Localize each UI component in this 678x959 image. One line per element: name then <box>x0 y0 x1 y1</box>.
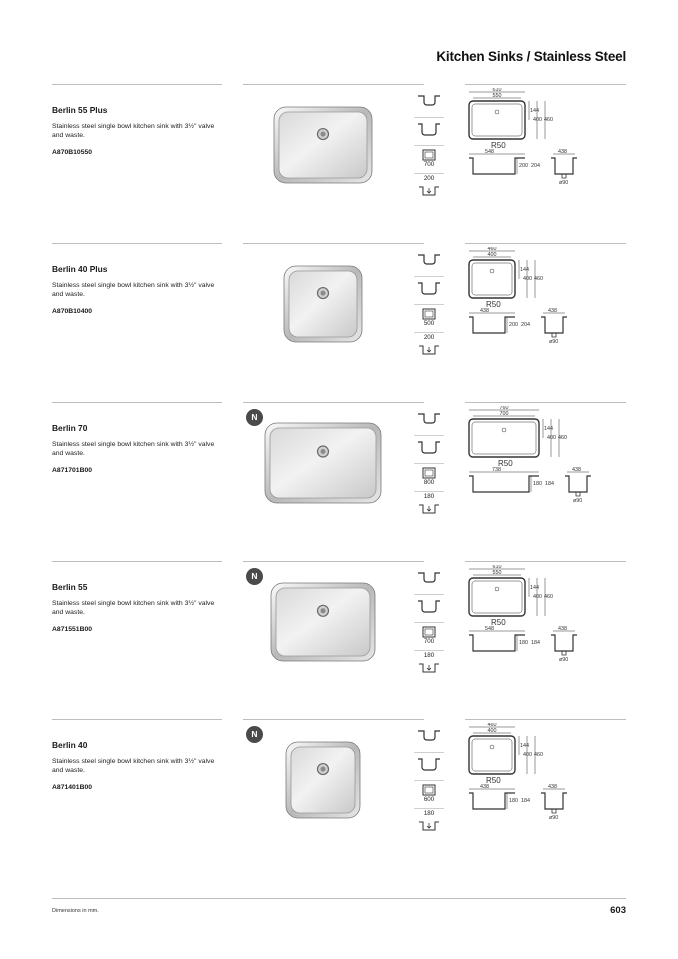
dim-depth-small: 144 <box>520 743 529 749</box>
dim-radius: R50 <box>491 141 506 150</box>
dim-depth-b: 460 <box>544 117 553 123</box>
dim-depth-small: 144 <box>530 585 539 591</box>
installation-icons <box>414 725 444 836</box>
undermount-icon <box>414 595 444 623</box>
dim-depth-b: 460 <box>534 752 543 758</box>
valve-icon <box>414 90 444 118</box>
dim-height-1: 200 <box>519 163 528 169</box>
cabinet-width: 700 <box>423 161 435 168</box>
dim-side-width: 438 <box>548 784 557 790</box>
bowl-depth-icon <box>414 333 444 360</box>
bowl-depth-icon <box>414 809 444 836</box>
footer-note: Dimensions in mm. <box>52 908 99 914</box>
bowl-depth: 180 <box>423 810 435 817</box>
installation-icons <box>414 408 444 519</box>
new-badge: N <box>246 409 263 426</box>
dim-height-2: 204 <box>531 163 540 169</box>
section-divider <box>243 243 424 244</box>
section-divider <box>243 719 424 720</box>
dim-valve: ø90 <box>559 657 569 663</box>
undermount-icon <box>414 118 444 146</box>
dim-radius: R50 <box>486 776 501 785</box>
dim-section-width: 548 <box>485 626 494 632</box>
product-section <box>52 719 626 869</box>
product-description: Stainless steel single bowl kitchen sink with 3½" valve and waste. <box>52 758 215 774</box>
product-code: A871551B00 <box>52 626 93 633</box>
dim-side-width: 438 <box>558 626 567 632</box>
section-divider <box>465 243 626 244</box>
undermount-icon <box>414 753 444 781</box>
dim-depth-small: 144 <box>544 426 553 432</box>
dim-valve: ø90 <box>549 815 559 821</box>
section-divider <box>52 561 222 562</box>
sink-photo <box>264 422 382 509</box>
dim-outer-width: 610 <box>492 88 502 93</box>
dimension-drawing <box>467 247 627 352</box>
cabinet-width: 700 <box>423 638 435 645</box>
cabinet-icon <box>414 305 444 333</box>
dim-side-width: 438 <box>548 308 557 314</box>
dim-height-1: 180 <box>509 798 518 804</box>
product-name: Berlin 70 <box>52 423 88 433</box>
dim-inner-width: 700 <box>499 411 509 417</box>
dim-depth-a: 400 <box>523 276 532 282</box>
product-code: A871401B00 <box>52 784 93 791</box>
valve-icon <box>414 567 444 595</box>
dim-depth-b: 460 <box>534 276 543 282</box>
product-description: Stainless steel single bowl kitchen sink with 3½" valve and waste. <box>52 441 215 457</box>
product-description: Stainless steel single bowl kitchen sink with 3½" valve and waste. <box>52 600 215 616</box>
dim-section-width: 548 <box>485 149 494 155</box>
dim-depth-a: 400 <box>523 752 532 758</box>
page-number: 603 <box>610 905 626 916</box>
dim-inner-width: 400 <box>487 728 497 734</box>
installation-icons <box>414 90 444 201</box>
new-badge: N <box>246 726 263 743</box>
dim-height-2: 204 <box>521 322 530 328</box>
dim-section-width: 438 <box>480 308 489 314</box>
section-divider <box>465 84 626 85</box>
sink-photo <box>273 106 373 189</box>
dim-depth-b: 460 <box>558 435 567 441</box>
dimension-drawing <box>467 723 627 828</box>
valve-icon <box>414 408 444 436</box>
cabinet-width: 500 <box>423 320 435 327</box>
dim-valve: ø90 <box>549 339 559 345</box>
product-section <box>52 243 626 393</box>
dimension-drawing <box>467 565 627 670</box>
dim-height-1: 200 <box>509 322 518 328</box>
cabinet-icon <box>414 146 444 174</box>
dim-height-2: 184 <box>531 640 540 646</box>
product-name: Berlin 40 Plus <box>52 264 108 274</box>
cabinet-icon <box>414 781 444 809</box>
product-name: Berlin 40 <box>52 740 88 750</box>
product-description: Stainless steel single bowl kitchen sink with 3½" valve and waste. <box>52 282 215 298</box>
dim-section-width: 438 <box>480 784 489 790</box>
bowl-depth: 180 <box>423 493 435 500</box>
dim-valve: ø90 <box>559 180 569 186</box>
dim-outer-width: 610 <box>492 565 502 570</box>
dim-depth-a: 400 <box>547 435 556 441</box>
installation-icons <box>414 249 444 360</box>
dim-radius: R50 <box>486 300 501 309</box>
valve-icon <box>414 725 444 753</box>
dim-outer-width: 760 <box>499 406 509 411</box>
dim-height-2: 184 <box>545 481 554 487</box>
product-name: Berlin 55 Plus <box>52 105 108 115</box>
dim-inner-width: 550 <box>492 93 502 99</box>
section-divider <box>465 402 626 403</box>
dim-outer-width: 460 <box>487 247 497 252</box>
cabinet-width: 600 <box>423 796 435 803</box>
technical-drawing <box>467 406 627 506</box>
product-code: A870B10400 <box>52 308 93 315</box>
product-description: Stainless steel single bowl kitchen sink with 3½" valve and waste. <box>52 123 215 139</box>
section-divider <box>243 561 424 562</box>
product-name: Berlin 55 <box>52 582 88 592</box>
dim-height-1: 180 <box>519 640 528 646</box>
sink-photo <box>285 741 361 824</box>
undermount-icon <box>414 436 444 464</box>
new-badge: N <box>246 568 263 585</box>
dim-outer-width: 460 <box>487 723 497 728</box>
dim-inner-width: 550 <box>492 570 502 576</box>
dim-depth-a: 400 <box>533 117 542 123</box>
product-section <box>52 402 626 552</box>
footer-divider <box>52 898 626 899</box>
dim-depth-small: 144 <box>520 267 529 273</box>
technical-drawing <box>467 723 627 823</box>
dim-radius: R50 <box>491 618 506 627</box>
dim-side-width: 438 <box>558 149 567 155</box>
section-divider <box>243 402 424 403</box>
product-section <box>52 561 626 711</box>
dim-radius: R50 <box>498 459 513 468</box>
section-divider <box>52 84 222 85</box>
dim-section-width: 738 <box>492 467 501 473</box>
section-divider <box>52 402 222 403</box>
undermount-icon <box>414 277 444 305</box>
product-code: A871701B00 <box>52 467 93 474</box>
bowl-depth: 200 <box>423 334 435 341</box>
dim-height-2: 184 <box>521 798 530 804</box>
section-divider <box>52 243 222 244</box>
valve-icon <box>414 249 444 277</box>
bowl-depth-icon <box>414 492 444 519</box>
bowl-depth: 200 <box>423 175 435 182</box>
dim-depth-a: 400 <box>533 594 542 600</box>
dim-depth-small: 144 <box>530 108 539 114</box>
section-divider <box>465 561 626 562</box>
dim-inner-width: 400 <box>487 252 497 258</box>
cabinet-icon <box>414 623 444 651</box>
bowl-depth: 180 <box>423 652 435 659</box>
technical-drawing <box>467 565 627 665</box>
dim-depth-b: 460 <box>544 594 553 600</box>
installation-icons <box>414 567 444 678</box>
section-divider <box>465 719 626 720</box>
product-section <box>52 84 626 234</box>
product-code: A870B10550 <box>52 149 93 156</box>
cabinet-width: 800 <box>423 479 435 486</box>
dimension-drawing <box>467 406 627 511</box>
sink-photo <box>270 582 376 667</box>
bowl-depth-icon <box>414 174 444 201</box>
technical-drawing <box>467 88 627 188</box>
cabinet-icon <box>414 464 444 492</box>
section-divider <box>52 719 222 720</box>
bowl-depth-icon <box>414 651 444 678</box>
dim-side-width: 438 <box>572 467 581 473</box>
section-divider <box>243 84 424 85</box>
dim-height-1: 180 <box>533 481 542 487</box>
dim-valve: ø90 <box>573 498 583 504</box>
page-title: Kitchen Sinks / Stainless Steel <box>436 49 626 64</box>
technical-drawing <box>467 247 627 347</box>
dimension-drawing <box>467 88 627 193</box>
sink-photo <box>283 265 363 348</box>
